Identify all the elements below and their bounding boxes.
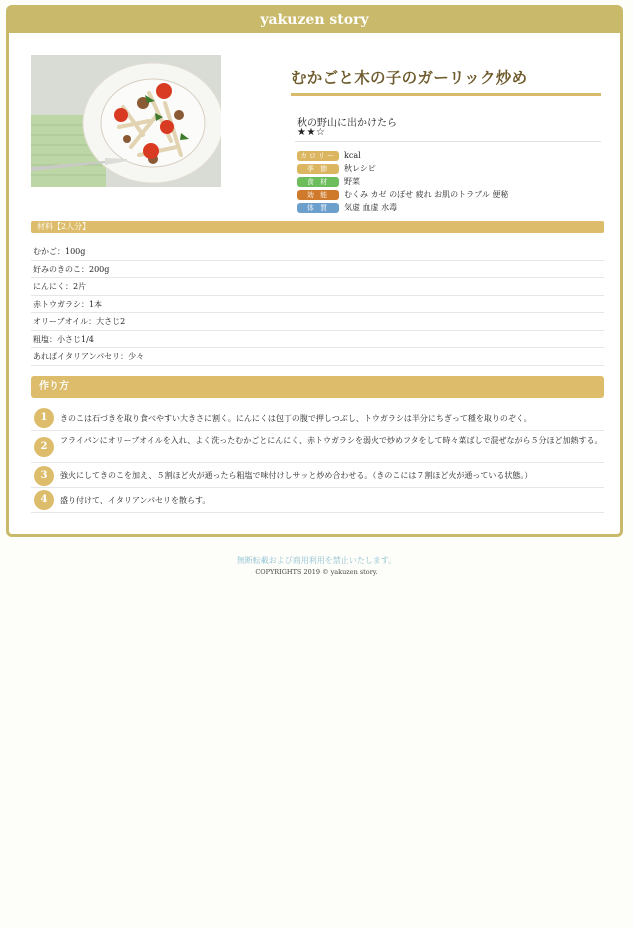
ingredient-item: 好みのきのこ：200g <box>31 261 604 279</box>
method-step <box>31 463 604 488</box>
recipe-subtitle: 秋の野山に出かけたら <box>297 118 397 129</box>
step-number: 2 <box>34 437 54 457</box>
step-text: フライパンにオリーブオイルを入れ、よく洗ったむかごとにんにく、赤トウガラシを弱火で炒めフタをして時々菜ばしで混ぜながら５分ほど加熱する。 <box>60 436 603 445</box>
subtitle-divider <box>295 141 601 142</box>
ingredient-value[interactable]: 野菜 <box>344 177 360 186</box>
method-heading: 作り方 <box>31 376 604 398</box>
effect-badge: 効 能 <box>297 190 339 200</box>
step-text: きのこは石づきを取り食べやすい大きさに割く。にんにくは包丁の腹で押しつぶし、トウガラシは半分にちぎって種を取りのぞく。 <box>60 414 532 423</box>
difficulty-rating: ★★☆ <box>297 127 326 138</box>
step-text: 盛り付けて、イタリアンパセリを散らす。 <box>60 496 211 505</box>
ingredient-item: オリーブオイル：大さじ2 <box>31 313 604 331</box>
ingredient-item: にんにく：2片 <box>31 278 604 296</box>
recipe-meta <box>297 149 508 214</box>
ingredient-item: 粗塩：小さじ1/4 <box>31 331 604 349</box>
ingredients-heading: 材料【2人分】 <box>31 221 604 233</box>
constitution-badge: 体 質 <box>297 203 339 213</box>
method-step <box>31 431 604 463</box>
effect-value[interactable]: むくみ カゼ のぼせ 疲れ お肌のトラブル 便秘 <box>344 190 509 199</box>
ingredient-badge: 食 材 <box>297 177 339 187</box>
recipe-card <box>6 5 623 537</box>
meta-row-effect <box>297 188 508 201</box>
ingredient-item: あればイタリアンパセリ：少々 <box>31 348 604 366</box>
recipe-title: むかごと木の子のガーリック炒め <box>291 68 528 87</box>
ingredient-item: むかご：100g <box>31 243 604 261</box>
title-divider <box>291 93 601 96</box>
site-header[interactable]: yakuzen story <box>9 8 620 33</box>
footer-notice: 無断転載および商用利用を禁止いたします。 <box>236 556 397 565</box>
ingredients-list <box>31 243 604 366</box>
method-step <box>31 406 604 431</box>
meta-row-calorie <box>297 149 508 162</box>
copyright: COPYRIGHTS 2019 © yakuzen story. <box>255 568 378 576</box>
recipe-photo <box>31 55 221 187</box>
calorie-badge: カロリー <box>297 151 339 161</box>
season-badge: 季 節 <box>297 164 339 174</box>
calorie-value: kcal <box>344 151 361 160</box>
step-text: 強火にしてきのこを加え、５割ほど火が通ったら粗塩で味付けしサッと炒め合わせる。（きのこには７割ほど火が通っている状態。） <box>60 471 533 480</box>
step-number: 3 <box>34 466 54 486</box>
meta-row-season <box>297 162 508 175</box>
meta-row-ingredient <box>297 175 508 188</box>
method-step <box>31 488 604 513</box>
constitution-value[interactable]: 気虚 血虚 水毒 <box>344 203 398 212</box>
season-value[interactable]: 秋レシピ <box>344 164 376 173</box>
step-number: 1 <box>34 408 54 428</box>
step-number: 4 <box>34 490 54 510</box>
ingredient-item: 赤トウガラシ：1本 <box>31 296 604 314</box>
meta-row-constitution <box>297 201 508 214</box>
